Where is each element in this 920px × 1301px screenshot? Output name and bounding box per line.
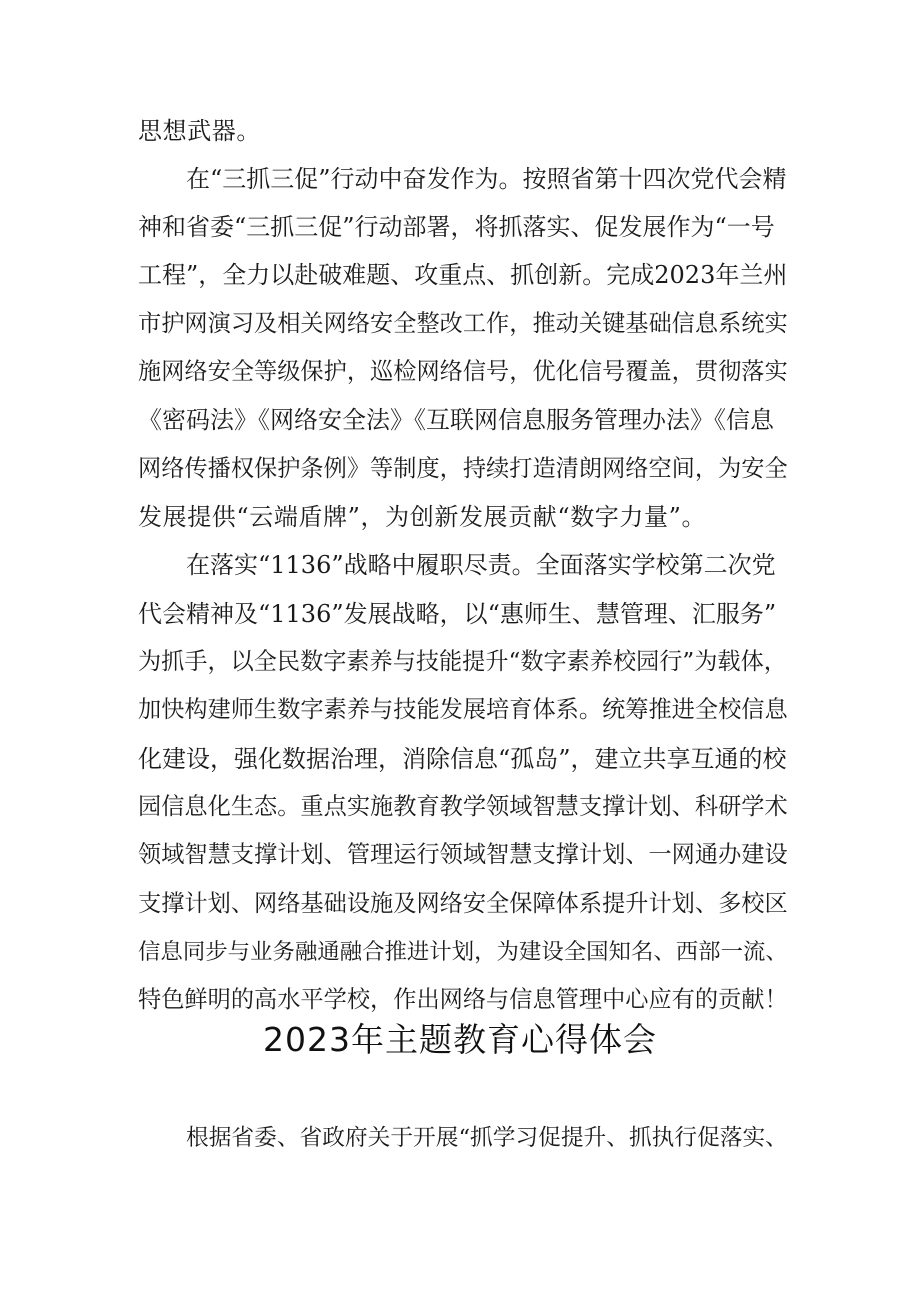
paragraph-line: 化建设，强化数据治理，消除信息“孤岛”，建立共享互通的校	[138, 745, 787, 773]
paragraph-line: 神和省委“三抓三促”行动部署，将抓落实、促发展作为“一号	[138, 213, 775, 241]
paragraph-line: 思想武器。	[138, 117, 261, 145]
section-heading: 2023年主题教育心得体会	[263, 1020, 657, 1059]
paragraph-line: 工程”，全力以赴破难题、攻重点、抓创新。完成2023年兰州	[138, 261, 788, 289]
paragraph-line: 网络传播权保护条例》等制度，持续打造清朗网络空间，为安全	[138, 455, 788, 482]
paragraph-line: 领域智慧支撑计划、管理运行领域智慧支撑计划、一网通办建设	[138, 841, 788, 868]
paragraph-line: 在落实“1136”战略中履职尽责。全面落实学校第二次党	[186, 551, 776, 579]
paragraph-line: 发展提供“云端盾牌”，为创新发展贡献“数字力量”。	[138, 503, 707, 531]
paragraph-line: 信息同步与业务融通融合推进计划，为建设全国知名、西部一流、	[138, 939, 788, 965]
paragraph-line: 施网络安全等级保护，巡检网络信号，优化信号覆盖，贯彻落实	[138, 358, 788, 385]
paragraph-line: 根据省委、省政府关于开展“抓学习促提升、抓执行促落实、	[186, 1125, 788, 1151]
paragraph-line: 支撑计划、网络基础设施及网络安全保障体系提升计划、多校区	[138, 890, 788, 917]
paragraph-line: 为抓手，以全民数字素养与技能提升“数字素养校园行”为载体，	[138, 648, 787, 675]
paragraph-line: 代会精神及“1136”发展战略，以“惠师生、慧管理、汇服务”	[138, 600, 777, 628]
paragraph-line: 加快构建师生数字素养与技能发展培育体系。统筹推进全校信息	[138, 696, 788, 723]
paragraph-line: 在“三抓三促”行动中奋发作为。按照省第十四次党代会精	[186, 165, 787, 193]
paragraph-line: 《密码法》《网络安全法》《互联网信息服务管理办法》《信息	[138, 406, 774, 434]
paragraph-line: 特色鲜明的高水平学校，作出网络与信息管理中心应有的贡献！	[138, 986, 788, 1013]
paragraph-line: 园信息化生态。重点实施教育教学领域智慧支撑计划、科研学术	[138, 793, 788, 820]
paragraph-line: 市护网演习及相关网络安全整改工作，推动关键基础信息系统实	[138, 310, 788, 337]
